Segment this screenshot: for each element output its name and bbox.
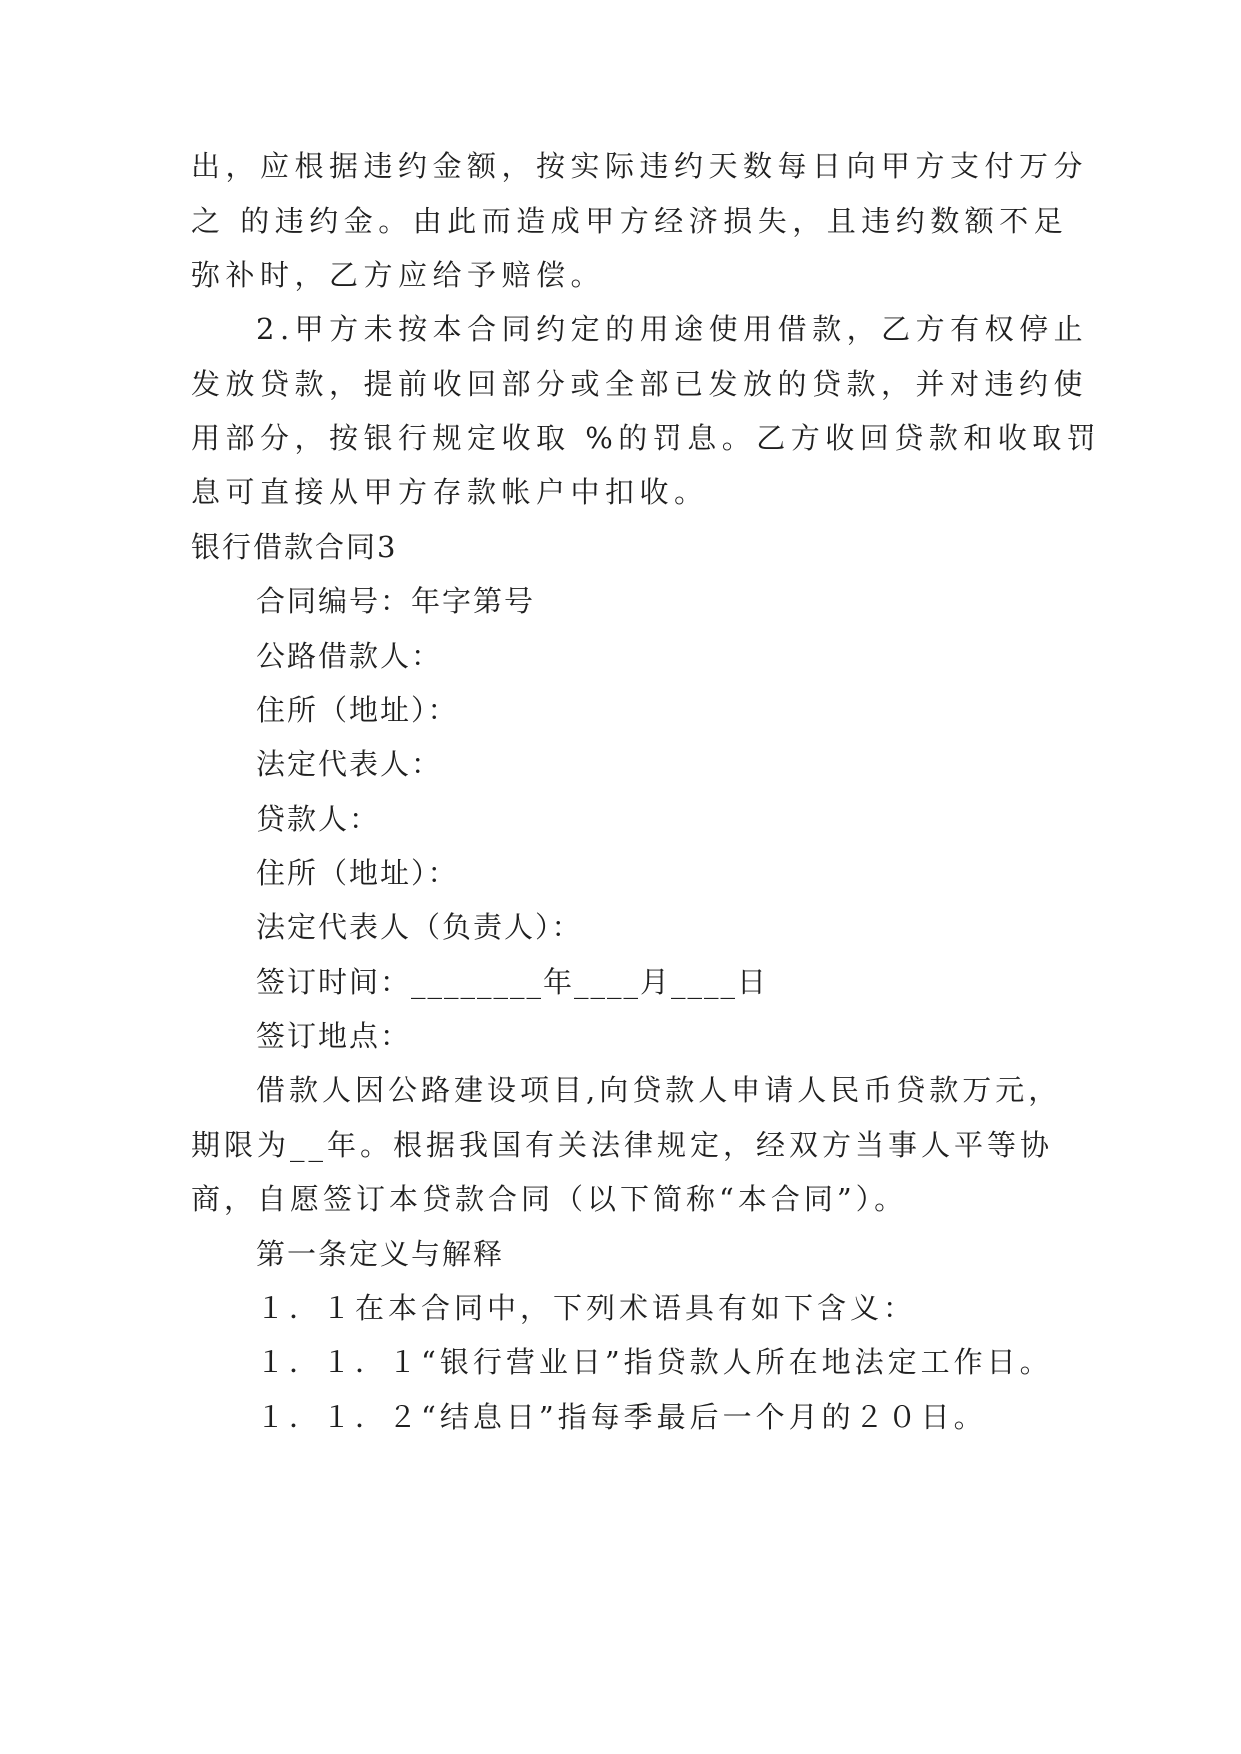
paragraph-line: 之 的违约金。由此而造成甲方经济损失，且违约数额不足	[191, 204, 1069, 238]
article-title: 第一条定义与解释	[256, 1237, 505, 1271]
paragraph-line: 借款人因公路建设项目,向贷款人申请人民币贷款万元，	[256, 1073, 1062, 1107]
sign-place-line: 签订地点：	[256, 1019, 412, 1053]
paragraph-line: 2.甲方未按本合同约定的用途使用借款，乙方有权停止	[256, 312, 1089, 346]
lender-line: 贷款人：	[256, 802, 381, 836]
paragraph-line: 用部分，按银行规定收取 %的罚息。乙方收回贷款和收取罚	[191, 421, 1102, 455]
representative-line: 法定代表人（负责人）：	[256, 910, 583, 944]
address-line: 住所（地址）：	[256, 693, 459, 727]
paragraph-line: 期限为__年。根据我国有关法律规定，经双方当事人平等协	[191, 1128, 1054, 1162]
clause-line: １．１．１“银行营业日”指贷款人所在地法定工作日。	[256, 1345, 1053, 1379]
contract-number-line: 合同编号：年字第号	[256, 584, 536, 618]
paragraph-line: 发放贷款，提前收回部分或全部已发放的贷款，并对违约使	[191, 367, 1089, 401]
borrower-line: 公路借款人：	[256, 639, 443, 673]
representative-line: 法定代表人：	[256, 747, 443, 781]
paragraph-line: 商，自愿签订本贷款合同（以下简称“本合同”）。	[191, 1182, 908, 1216]
sign-date-line: 签订时间：________年____月____日	[256, 965, 769, 999]
paragraph-line: 出，应根据违约金额，按实际违约天数每日向甲方支付万分	[191, 149, 1089, 183]
address-line: 住所（地址）：	[256, 856, 459, 890]
paragraph-line: 息可直接从甲方存款帐户中扣收。	[191, 475, 709, 509]
clause-line: １．１在本合同中，下列术语具有如下含义：	[256, 1291, 917, 1325]
section-title: 银行借款合同3	[191, 530, 398, 564]
paragraph-line: 弥补时，乙方应给予赔偿。	[191, 258, 606, 292]
clause-line: １．１．２“结息日”指每季最后一个月的２０日。	[256, 1400, 987, 1434]
